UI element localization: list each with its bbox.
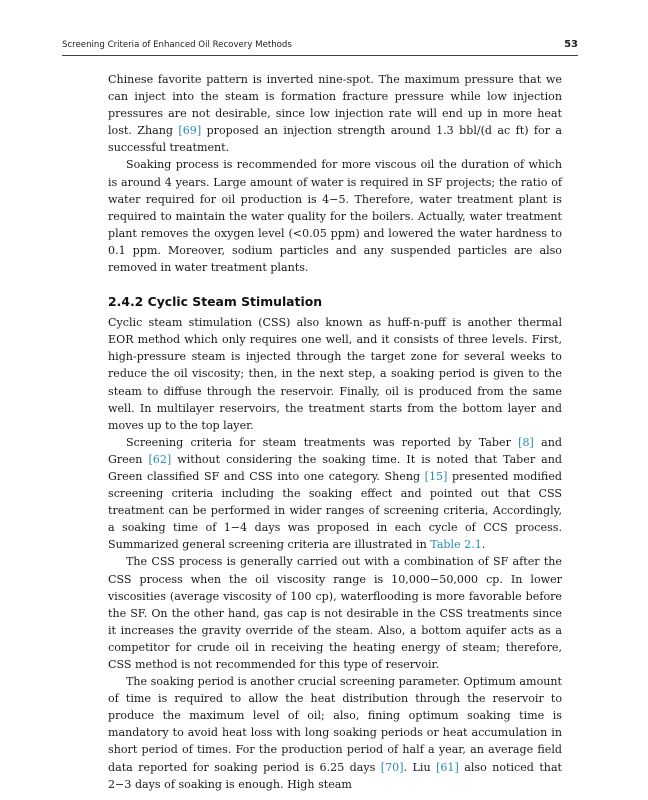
section-heading (108, 293, 562, 311)
text-run: also noticed that 2−3 days of soaking is enough. High steam (108, 760, 563, 791)
table-link[interactable]: Table 2.1 (430, 538, 482, 552)
text-run: and Green (108, 435, 562, 466)
running-header (62, 40, 578, 56)
citation-link[interactable]: [62] (148, 452, 172, 466)
text-run: Soaking process is recommended for more viscous oil the duration of which is around 4 years. Large amount of water is required in SF projects; the ratio of water required for oil production is 4−5. Therefore, water treatment plant is required to maintain the water quality for the boilers. Actually, water treatment plant removes the oxygen level (<0.05 ppm) and lowered the water hardness to 0.1 ppm. Moreover, sodium particles and any suspended particles are also removed in water treatment plants. (108, 158, 562, 275)
section-number: 2.4.2 (108, 294, 144, 310)
body-text (108, 71, 562, 793)
paragraph-css-process (108, 553, 562, 673)
paragraph-steam-pressure (108, 71, 562, 156)
citation-link[interactable]: [69] (178, 124, 202, 138)
paragraph-css-intro (108, 314, 562, 434)
page-number: 53 (564, 39, 578, 50)
text-run: The soaking period is another crucial screening parameter. Optimum amount of time is required to allow the heat distribution through the reservoir to produce the maximum level of oil; also, fining optimum soaking time is mandatory to avoid heat loss with long soaking periods or heat accumulation in short period of times. For the production period of half a year, an average field data reported for soaking period is 6.25 days (108, 675, 562, 774)
text-run: Chinese favorite pattern is inverted nine-spot. The maximum pressure that we can inject into the steam is formation fracture pressure while low injection pressures are not desirable, since low injection rate will end up in more heat lost. Zhang (108, 73, 562, 138)
paragraph-screening-criteria (108, 434, 562, 554)
text-run: proposed an injection strength around 1.3 bbl/(d ac ft) for a successful treatment. (108, 124, 563, 155)
text-run: The CSS process is generally carried out with a combination of SF after the CSS process when the oil viscosity range is 10,000−50,000 cp. In lower viscosities (average viscosity of 100 cp), waterflooding is more favorable before the SF. On the other hand, gas cap is not desirable in the CSS treatments since it increases the gravity override of the steam. Also, a bottom aquifer acts as a competitor for crude oil in receiving the heating energy of steam; therefore, CSS method is not recommended for this type of reservoir. (108, 555, 562, 671)
section-title: Cyclic Steam Stimulation (147, 294, 323, 310)
citation-link[interactable]: [15] (424, 469, 448, 483)
citation-link[interactable]: [8] (518, 435, 534, 449)
text-run: Cyclic steam stimulation (CSS) also known as huff-n-puff is another thermal EOR method which only requires one well, and it consists of three levels. First, high-pressure steam is injected through the target zone for several weeks to reduce the oil viscosity; then, in the next step, a soaking period is given to the steam to diffuse through the reservoir. Finally, oil is produced from the same well. In multilayer reservoirs, the treatment starts from the bottom layer and moves up to the top layer. (108, 316, 562, 432)
running-title: Screening Criteria of Enhanced Oil Recovery Methods (62, 40, 292, 50)
citation-link[interactable]: [61] (436, 760, 459, 774)
text-run: . Liu (403, 760, 437, 774)
paragraph-soaking-water (108, 156, 562, 276)
paragraph-soaking-period (108, 673, 562, 793)
text-run: without considering the soaking time. It is noted that Taber and Green classified SF and CSS into one category. Sheng (108, 452, 562, 483)
text-run: Screening criteria for steam treatments was reported by Taber (126, 435, 519, 449)
text-run: . (481, 538, 486, 552)
text-run: presented modified screening criteria including the soaking effect and pointed out that CSS treatment can be performed in wider ranges of screening criteria, Accordingly, a soaking time of 1−4 days was proposed in each cycle of CCS process. Summarized general screening criteria are illustrated in (108, 469, 562, 552)
citation-link[interactable]: [70] (380, 760, 404, 774)
